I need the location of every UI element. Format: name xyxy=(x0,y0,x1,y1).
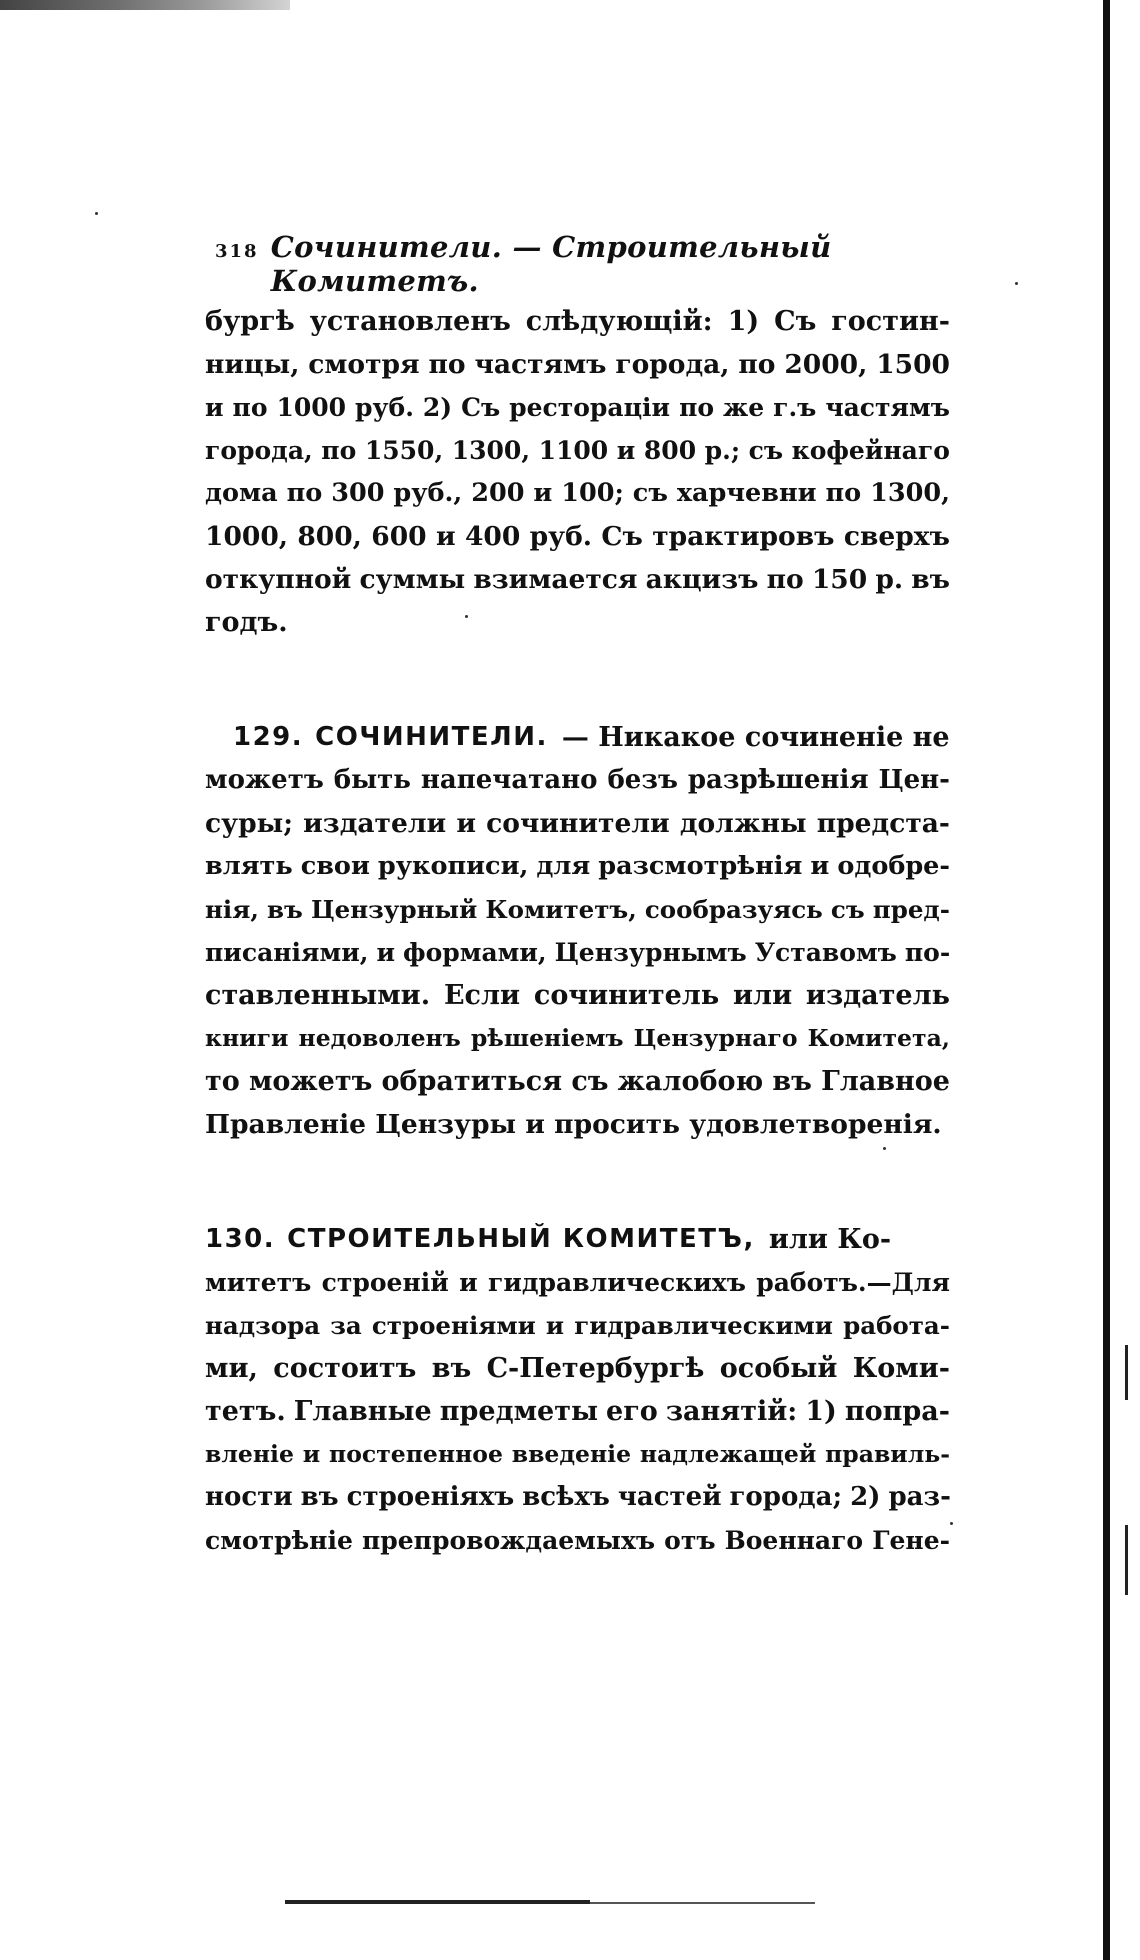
text-line: можетъ быть напечатано безъ разрѣшенія Цен- xyxy=(205,765,950,795)
scan-artifact-right-mark xyxy=(1125,1525,1128,1595)
running-head xyxy=(205,230,950,298)
section-title: СТРОИТЕЛЬНЫЙ КОМИТЕТЪ, xyxy=(287,1224,755,1254)
text-line: надзора за строеніями и гидравлическими работа- xyxy=(205,1311,950,1340)
text-line: ми, состоитъ въ С-Петербургѣ особый Коми- xyxy=(205,1353,950,1384)
text-line: города, по 1550, 1300, 1100 и 800 р.; съ кофейнаго xyxy=(205,436,950,465)
text-line: вленіе и постепенное введеніе надлежащей правиль- xyxy=(205,1440,950,1468)
scan-artifact-top xyxy=(0,0,290,10)
text-line: бургѣ установленъ слѣдующій: 1) Съ гостин- xyxy=(205,306,950,337)
text-line: тетъ. Главные предметы его занятій: 1) попра- xyxy=(205,1396,950,1427)
text-line: писаніями, и формами, Цензурнымъ Уставомъ по- xyxy=(205,938,951,967)
section-number: 129. xyxy=(233,722,304,752)
scan-speck xyxy=(95,212,98,215)
text-line: Правленіе Цензуры и просить удовлетворенія. xyxy=(205,1109,942,1140)
text-line: митетъ строеній и гидравлическихъ работъ.—Для xyxy=(205,1268,950,1297)
text-line: нія, въ Цензурный Комитетъ, сообразуясь съ пред- xyxy=(205,895,950,924)
scan-speck xyxy=(950,1522,953,1525)
paragraph-continuation xyxy=(205,300,950,644)
section-lead-text: или Ко- xyxy=(768,1224,892,1255)
section-number: 130. xyxy=(205,1224,276,1254)
text-line: влять свои рукописи, для разсмотрѣнія и одобре- xyxy=(205,851,950,881)
text-line: дома по 300 руб., 200 и 100; съ харчевни по 1300, xyxy=(205,478,950,508)
text-line: годъ. xyxy=(205,607,288,638)
footer-rule-thin xyxy=(590,1902,815,1904)
text-line: то можетъ обратиться съ жалобою въ Главное xyxy=(205,1066,950,1097)
text-line: 1000, 800, 600 и 400 руб. Съ трактировъ сверхъ xyxy=(205,521,950,552)
text-line: откупной суммы взимается акцизъ по 150 р. въ xyxy=(205,564,950,595)
text-line: книги недоволенъ рѣшеніемъ Цензурнаго Комитета, xyxy=(205,1024,950,1052)
text-line: и по 1000 руб. 2) Съ ресторацiи по же г.ъ частямъ xyxy=(205,393,950,422)
text-line: суры; издатели и сочинители должны предста- xyxy=(205,808,950,839)
section-129 xyxy=(205,716,950,1146)
body-text xyxy=(205,300,950,1562)
scan-artifact-right-edge xyxy=(1103,0,1110,1960)
running-head-title: Сочинители. — Строительный Комитетъ. xyxy=(270,230,832,298)
text-line: ности въ строеніяхъ всѣхъ частей города; 2) раз- xyxy=(205,1482,951,1512)
text-line: ницы, смотря по частямъ города, по 2000, 1500 xyxy=(205,349,950,380)
section-heading-line xyxy=(205,1218,950,1261)
footer-rule xyxy=(285,1900,590,1904)
section-title: СОЧИНИТЕЛИ. xyxy=(315,722,548,752)
page-number: 318 xyxy=(215,241,259,262)
text-line: ставленными. Если сочинитель или издатель xyxy=(205,980,950,1011)
book-page xyxy=(205,230,950,1562)
section-lead-text: — Никакое сочиненіе не xyxy=(561,722,950,753)
section-130 xyxy=(205,1218,950,1562)
scan-artifact-right-mark xyxy=(1125,1345,1128,1400)
section-heading-line xyxy=(205,716,950,759)
scan-speck xyxy=(1015,282,1018,285)
text-line: смотрѣніе препровождаемыхъ отъ Военнаго Гене- xyxy=(205,1526,950,1555)
